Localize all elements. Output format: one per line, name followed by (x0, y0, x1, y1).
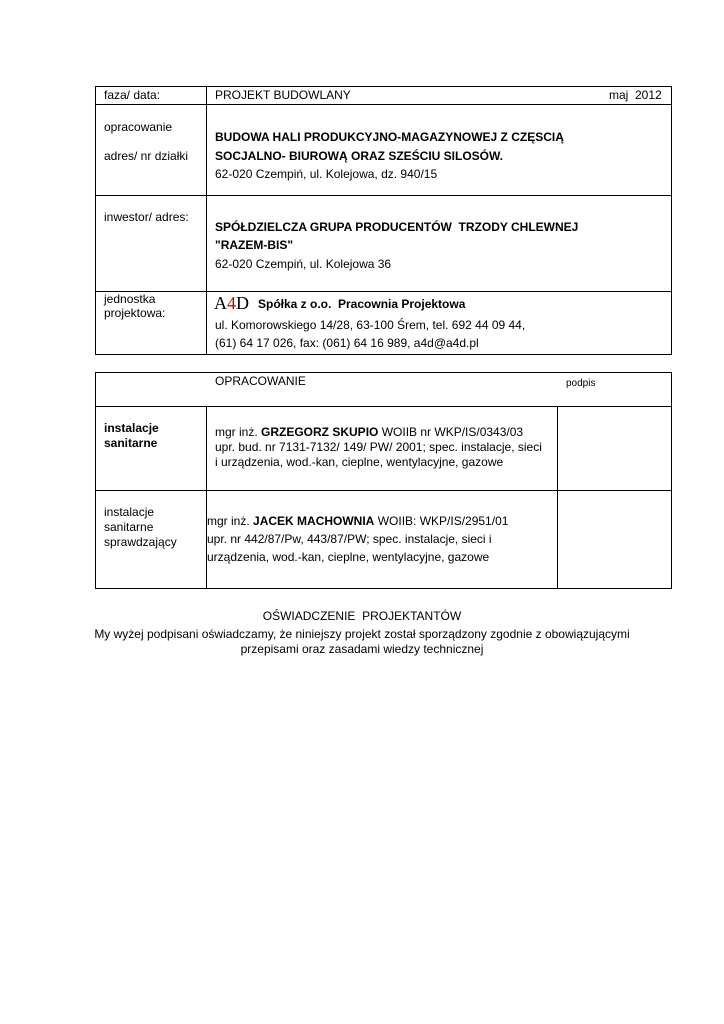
designer-credentials-line1 (207, 514, 508, 529)
company-name: Spółka z o.o. Pracownia Projektowa (258, 297, 466, 311)
designers-heading: OPRACOWANIE (215, 374, 306, 388)
phase-label: faza/ data: (104, 88, 161, 102)
designer-credentials-line3: urządzenia, wod.-kan, cieplne, wentylacyjne, gazowe (207, 550, 490, 564)
signature-header: podpis (566, 378, 596, 389)
phase-value: PROJEKT BUDOWLANY (215, 88, 351, 102)
company-logo (214, 293, 249, 313)
header-table-column-divider (206, 86, 207, 355)
project-title-line2: SOCJALNO- BIUROWĄ ORAZ SZEŚCIU SILOSÓW. (215, 149, 504, 163)
designer-role-line2: sanitarne (104, 436, 158, 450)
designers-table-signature-divider (557, 406, 558, 589)
designers-table-row-divider (95, 490, 672, 491)
prepared-label: opracowanie (104, 120, 173, 134)
investor-name-line1: SPÓŁDZIELCZA GRUPA PRODUCENTÓW TRZODY CHLEWNEJ (215, 220, 579, 234)
company-address-line1: ul. Komorowskiego 14/28, 63-100 Śrem, tel. 692 44 09 44, (215, 318, 526, 332)
designer-role-line1: instalacje (104, 421, 159, 435)
header-table-row-divider (95, 104, 672, 105)
designer-chamber-number: WOIIB: WKP/IS/2951/01 (374, 514, 509, 528)
designer-name: JACEK MACHOWNIA (253, 514, 375, 528)
designer-credentials-line3: i urządzenia, wod.-kan, cieplne, wentylacyjne, gazowe (215, 455, 504, 469)
designer-role-line2: sanitarne (104, 520, 154, 534)
investor-name-line2: "RAZEM-BIS" (215, 238, 294, 252)
designer-role-line1: instalacje (104, 505, 155, 519)
declaration-text-line1: My wyżej podpisani oświadczamy, że niniejszy projekt został sporządzony zgodnie z obowiązującymi (94, 627, 630, 641)
logo-letter-a: A (214, 293, 227, 313)
site-address: 62-020 Czempiń, ul. Kolejowa, dz. 940/15 (215, 167, 438, 181)
declaration-title: OŚWIADCZENIE PROJEKTANTÓW (262, 609, 462, 623)
company-address-line2: (61) 64 17 026, fax: (061) 64 16 989, a4d@a4d.pl (215, 336, 479, 350)
designer-title: mgr inż. (207, 514, 254, 528)
project-title-line1: BUDOWA HALI PRODUKCYJNO-MAGAZYNOWEJ Z CZĘSCIĄ (215, 130, 564, 144)
designers-table-row-divider (95, 406, 672, 407)
designer-credentials-line2: upr. nr 442/87/Pw, 443/87/PW; spec. instalacje, sieci i (207, 532, 492, 546)
unit-label-line1: jednostka (104, 292, 156, 306)
header-table-row-divider (95, 291, 672, 292)
logo-digit-4: 4 (227, 293, 236, 313)
address-label: adres/ nr działki (104, 149, 189, 163)
logo-letter-d: D (236, 293, 249, 313)
designer-credentials-line2: upr. bud. nr 7131-7132/ 149/ PW/ 2001; spec. instalacje, sieci (215, 440, 542, 454)
designer-title: mgr inż. (215, 425, 262, 439)
designer-role-line3: sprawdzający (104, 535, 177, 549)
project-date: maj 2012 (609, 88, 662, 102)
investor-label: inwestor/ adres: (104, 210, 189, 224)
declaration-text-line2: przepisami oraz zasadami wiedzy technicznej (240, 642, 484, 656)
designer-name: GRZEGORZ SKUPIO (261, 425, 379, 439)
investor-address: 62-020 Czempiń, ul. Kolejowa 36 (215, 257, 392, 271)
header-table-row-divider (95, 195, 672, 196)
designer-chamber-number: WOIIB nr WKP/IS/0343/03 (378, 425, 524, 439)
unit-label-line2: projektowa: (104, 306, 166, 320)
designer-credentials-line1 (215, 425, 523, 440)
